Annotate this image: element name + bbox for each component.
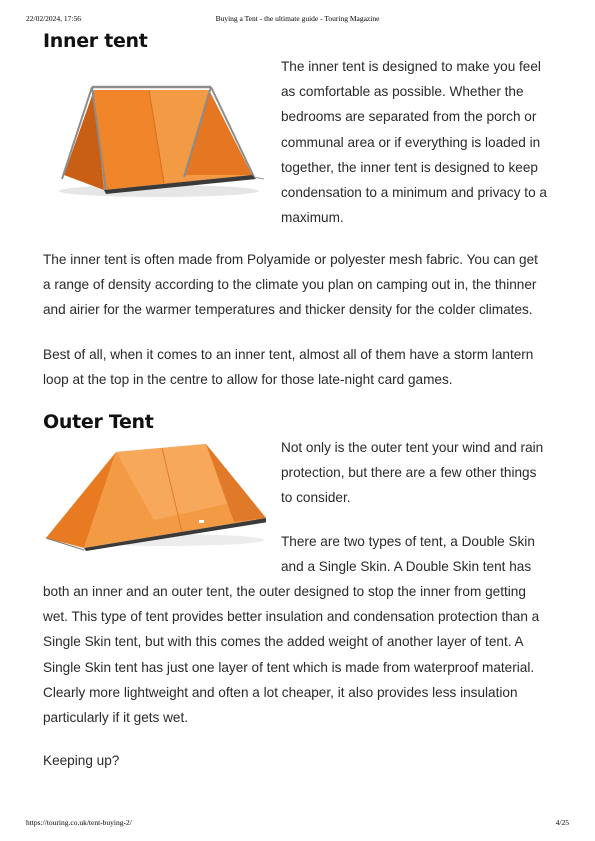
print-date: 22/02/2024, 17:56 — [26, 14, 82, 23]
text-line: Not only is the outer tent your wind and rain — [281, 440, 544, 455]
text-line: and airier for the warmer temperatures and thicker density for the colder climates. — [43, 302, 533, 318]
text-line: a range of density according to the climate you plan on camping out in, the thinner — [43, 277, 537, 293]
text-line: The inner tent is often made from Polyamide or polyester mesh fabric. You can get — [43, 252, 538, 267]
outer-tent-side-paragraph — [281, 435, 571, 511]
outer-tent-heading: Outer Tent — [43, 411, 154, 433]
text-line: maximum. — [281, 210, 344, 226]
text-line: The inner tent is designed to make you feel — [281, 59, 541, 74]
closing-text: Keeping up? — [43, 753, 120, 768]
text-line: both an inner and an outer tent, the outer designed to stop the inner from getting — [43, 584, 526, 599]
page-number: 4/25 — [555, 818, 569, 827]
outer-tent-skin-paragraph-side — [281, 529, 571, 579]
text-line: Single Skin tent, but with this comes the added weight of another layer of tent. A — [43, 634, 524, 650]
text-line: Best of all, when it comes to an inner tent, almost all of them have a storm lantern — [43, 347, 534, 362]
text-line: condensation to a minimum and privacy to a — [281, 185, 547, 201]
text-line: together, the inner tent is designed to keep — [281, 159, 538, 175]
text-line: Single Skin tent has just one layer of tent which is made from waterproof material. — [43, 659, 535, 675]
text-line: as comfortable as possible. Whether the — [281, 84, 524, 100]
inner-tent-material-paragraph — [43, 247, 573, 323]
text-line: particularly if it gets wet. — [43, 710, 189, 726]
text-line: and a Single Skin. A Double Skin tent has — [281, 559, 532, 575]
text-line: There are two types of tent, a Double Skin — [281, 534, 535, 549]
outer-tent-skin-paragraph — [43, 579, 578, 730]
text-line: loop at the top in the centre to allow for those late-night card games. — [43, 372, 453, 388]
text-line: Clearly more lightweight and often a lot cheaper, it also provides less insulation — [43, 684, 518, 700]
inner-tent-side-paragraph — [281, 54, 571, 230]
print-page-title: Buying a Tent - the ultimate guide - Touring Magazine — [215, 14, 380, 23]
text-line: bedrooms are separated from the porch or — [281, 109, 537, 125]
text-line: to consider. — [281, 490, 351, 506]
text-line: wet. This type of tent provides better insulation and condensation protection than a — [43, 609, 540, 625]
inner-tent-heading: Inner tent — [43, 30, 148, 52]
inner-tent-lantern-paragraph — [43, 342, 573, 392]
page-url: https://touring.co.uk/tent-buying-2/ — [26, 818, 132, 827]
text-line: communal area or if everything is loaded in — [281, 134, 541, 150]
outer-tent-photo-icon — [44, 440, 266, 552]
text-line: protection, but there are a few other things — [281, 465, 537, 481]
inner-tent-photo-icon — [44, 75, 266, 205]
